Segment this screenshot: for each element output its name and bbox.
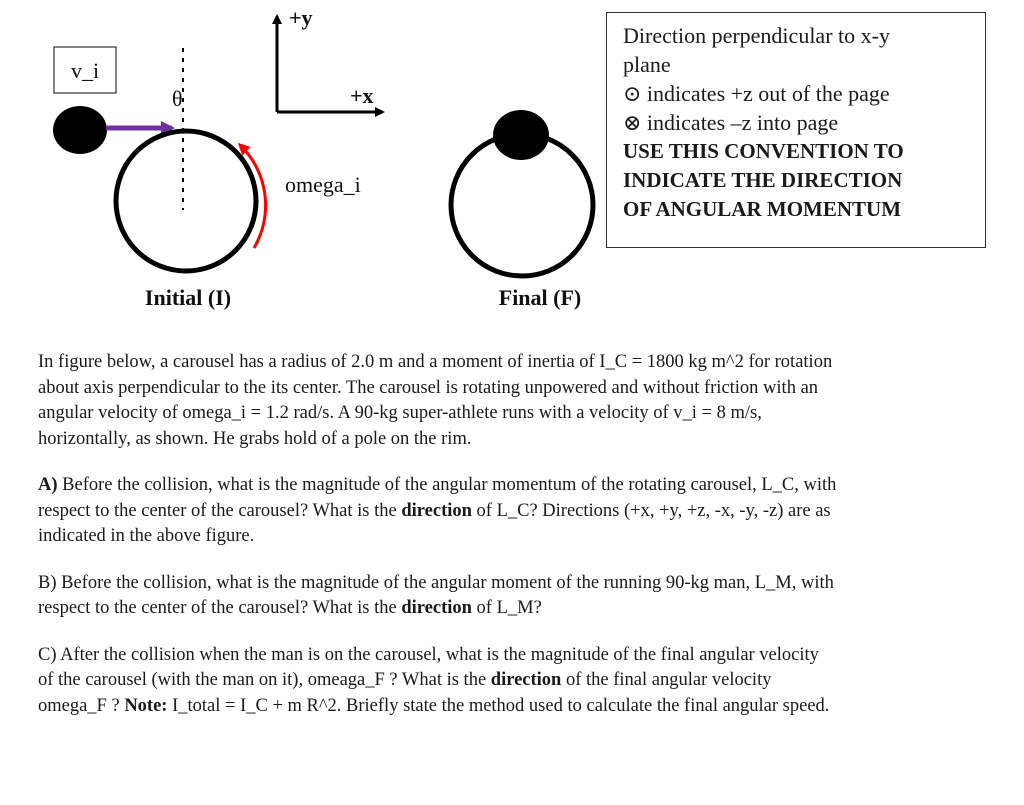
initial-caption: Initial (I): [144, 285, 232, 310]
legend-convention-1: USE THIS CONVENTION TO: [623, 139, 904, 163]
final-caption: Final (F): [498, 285, 582, 310]
legend-convention-3: OF ANGULAR MOMENTUM: [623, 197, 902, 221]
question-c-emphasis: direction: [490, 670, 562, 690]
x-axis-label: +x: [350, 83, 374, 108]
question-b: [38, 571, 838, 622]
legend-line-1: Direction perpendicular to x-y: [623, 23, 890, 48]
problem-text: [38, 350, 838, 740]
theta-label: θ: [172, 86, 183, 111]
question-a: [38, 473, 838, 550]
legend-convention-2: INDICATE THE DIRECTION: [623, 168, 903, 192]
question-b-text-end: of L_M?: [471, 598, 542, 618]
legend-out-of-page: ⊙ indicates +z out of the page: [623, 81, 890, 106]
problem-intro: In figure below, a carousel has a radius of 2.0 m and a moment of inertia of I_C = 1800 kg m^2 for rotation about axis perpendicular to the its center. The carousel is rotating unpowered and without friction with an angular velocity of omega_i = 1.2 rad/s. A 90-kg super-athlete runs with a velocity of v_i = 8 m/s, horizontally, as shown. He grabs hold of a pole on the rim.: [38, 352, 833, 449]
question-a-text-end: of L_C? Directions (+x, +y, +z, -x, -y, -z) are as indicated in the above figure.: [38, 500, 831, 546]
question-a-emphasis: direction: [401, 500, 472, 521]
direction-legend-box: [606, 12, 986, 248]
question-c-text-end: I_total = I_C + m R^2. Briefly state the method used to calculate the final angular speed.: [167, 695, 830, 716]
legend-line-2: plane: [623, 52, 671, 77]
vi-label: v_i: [70, 58, 100, 83]
question-c: [38, 643, 838, 720]
question-c-text-mid: of the final angular velocity omega_F ?: [38, 670, 772, 716]
omega-label: omega_i: [285, 172, 361, 197]
question-a-label: A): [38, 475, 58, 495]
question-a-text: Before the collision, what is the magnitude of the angular momentum of the rotating carousel, L_C, with respect to the center of the carousel? What is the: [38, 475, 837, 521]
question-b-emphasis: direction: [401, 598, 472, 618]
runner-ball: [53, 106, 107, 154]
question-b-text: B) Before the collision, what is the magnitude of the angular moment of the running 90-kg man, L_M, with respect to the center of the carousel? What is the: [38, 572, 834, 618]
legend-into-page: ⊗ indicates –z into page: [623, 110, 839, 135]
final-runner-ball: [493, 110, 549, 160]
question-c-text: C) After the collision when the man is on the carousel, what is the magnitude of the final angular velocity of the carousel (with the man on it), omeaga_F ? What is the: [38, 644, 819, 690]
question-c-note-label: Note:: [124, 695, 168, 716]
y-axis-label: +y: [289, 5, 313, 30]
initial-carousel: [116, 131, 256, 271]
